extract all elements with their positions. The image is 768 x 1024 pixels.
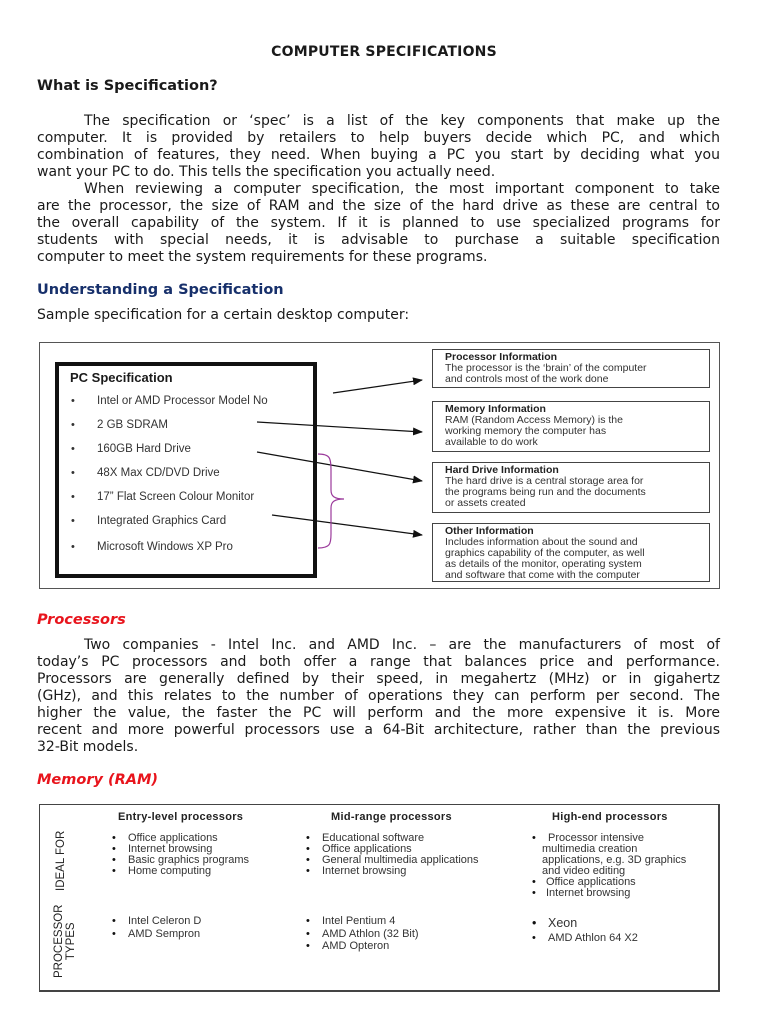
high-ideal-for-list: • Processor intensive multimedia creation applications, e.g. 3D graphics and video editing • Office applications • Internet browsing [528,833,686,899]
bullet-icon: • [71,419,75,431]
info-box-other [432,523,710,582]
list-item: • Office applications [108,833,249,844]
para-line: When reviewing a computer specification, the most important component to take [84,181,720,197]
para-line: (GHz), and this relates to the number of operations they can perform per second. The [37,688,720,704]
list-item: • Office applications [302,844,479,855]
info-box-line: The hard drive is a central storage area for [445,475,644,487]
paragraph-spec-definition [37,113,720,266]
para-line: are the processor, the size of RAM and the size of the hard drive as these are central to [37,198,720,214]
list-item: • Internet browsing [108,844,249,855]
info-box-line: Includes information about the sound and [445,536,638,548]
list-item: • Internet browsing [528,888,686,899]
list-item: • AMD Athlon (32 Bit) [302,928,419,941]
info-box-heading: Processor Information [445,351,558,363]
info-box-hard-drive [432,462,710,513]
heading-what-is-specification: What is Specification? [37,78,218,94]
list-item: • Basic graphics programs [108,855,249,866]
para-line: Processors are generally defined by their speed, in megahertz (MHz) or in gigahertz [37,671,720,687]
para-line: 32-Bit models. [37,739,139,755]
entry-processor-types-list [108,915,201,940]
para-line: students with special needs, it is advisable to purchase a suitable specification [37,232,720,248]
list-item: • Processor intensive [528,833,686,844]
info-box-heading: Other Information [445,525,534,537]
para-line: higher the value, the faster the PC will perform and the more expensive it is. More [37,705,720,721]
column-header-high-end: High-end processors [552,811,668,823]
mid-ideal-for-list [302,833,479,877]
info-box-line: or assets created [445,497,526,509]
list-item: • Educational software [302,833,479,844]
list-item: • Office applications [528,877,686,888]
column-header-mid-range: Mid-range processors [331,811,452,823]
sample-intro-text: Sample specification for a certain desktop computer: [37,307,410,323]
list-item: • AMD Athlon 64 X2 [528,933,638,944]
row-label-processor-types: PROCESSOR TYPES [53,904,77,978]
info-box-processor [432,349,710,388]
pc-specification-box: PC Specification • Intel or AMD Processor Model No • 2 GB SDRAM • 160GB Hard Drive • 48X Max CD/DVD Drive • 17” Flat Screen Colour Monitor • Integrated Graphics Card • Microsoft Windows XP Pro [55,362,317,578]
info-box-line: RAM (Random Access Memory) is the [445,414,623,426]
bullet-icon: • [71,443,75,455]
info-box-line: as details of the monitor, operating system [445,558,642,570]
entry-ideal-for-list [108,833,249,877]
list-item: • Intel Celeron D [108,915,201,928]
para-line: The specification or ‘spec’ is a list of the key components that make up the [84,113,720,129]
pc-spec-title: PC Specification [70,370,173,385]
heading-understanding-specification: Understanding a Specification [37,282,284,298]
bullet-icon: • [71,467,75,479]
bullet-icon: • [71,515,75,527]
info-box-line: available to do work [445,436,538,448]
list-item: • General multimedia applications [302,855,479,866]
list-item: • Home computing [108,866,249,877]
para-line: computer to meet the system requirements for these programs. [37,249,488,265]
para-line: Two companies - Intel Inc. and AMD Inc. – are the manufacturers of most of [84,637,720,653]
para-line: the overall capability of the system. If it is planned to use specialized programs for [37,215,720,231]
list-item: • Xeon [528,916,638,930]
paragraph-processors [37,637,720,756]
info-box-line: the programs being run and the documents [445,486,646,498]
list-item: • AMD Opteron [302,940,419,953]
info-box-line: and software that come with the computer [445,569,640,581]
info-box-line: The processor is the ‘brain’ of the computer [445,362,647,374]
list-item: • Intel Pentium 4 [302,915,419,928]
info-box-line: and controls most of the work done [445,373,609,385]
list-item: • Internet browsing [302,866,479,877]
mid-processor-types-list [302,915,419,953]
para-line: computer. It is provided by retailers to help buyers decide which PC, and which [37,130,720,146]
heading-memory-ram: Memory (RAM) [37,772,159,788]
para-line: want your PC to do. This tells the specification you actually need. [37,164,496,180]
column-header-entry-level: Entry-level processors [118,811,244,823]
list-item: • AMD Sempron [108,928,201,941]
para-line: combination of features, they need. When buying a PC you start by deciding what you [37,147,720,163]
document-title: COMPUTER SPECIFICATIONS [271,44,497,60]
info-box-heading: Hard Drive Information [445,464,559,476]
row-label-ideal-for: IDEAL FOR [55,830,67,891]
info-box-memory [432,401,710,452]
info-box-heading: Memory Information [445,403,546,415]
para-line: today’s PC processors and both offer a range that balances price and performance. [37,654,720,670]
bullet-icon: • [71,541,75,553]
info-box-line: graphics capability of the computer, as well [445,547,645,559]
para-line: recent and more powerful processors use a 64-Bit architecture, rather than the previous [37,722,720,738]
bullet-icon: • [71,395,75,407]
heading-processors: Processors [37,612,126,628]
high-processor-types-list [528,916,638,944]
bullet-icon: • [71,491,75,503]
info-box-line: working memory the computer has [445,425,607,437]
